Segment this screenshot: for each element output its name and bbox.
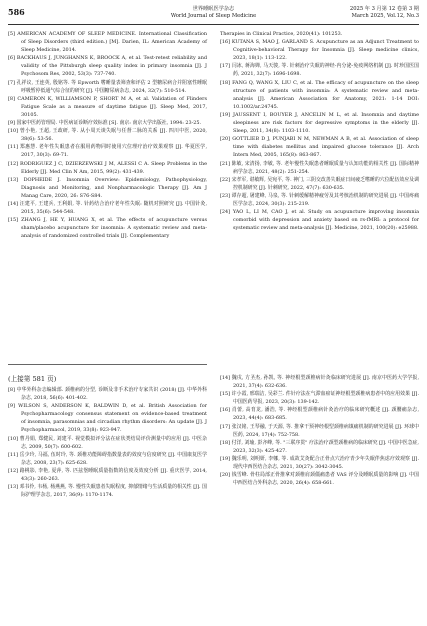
reference-item: [11] 岳少玲, 马福, 伍时玲, 等. 颈椎功能障碍指数量表的效度与信度研究 [J]. 中国康复医学杂志, 2008, 23(7): 625-628. bbox=[8, 451, 207, 466]
reference-item: [22] 宋孝军, 谌敏辉, 吴宛平, 等. 神门, 三阴交改善失眠症日间疲乏嗜睡的穴位配伍效应及调控机制研究 [J]. 针刺研究, 2022, 47(7): 630-635. bbox=[220, 176, 419, 191]
reference-item: [20] 钱雪峰. 骨柱局部正骨推拿对颈椎肩颈僵痛患者 VAS 评分及睡眠质量的影响 [J]. 中国中西医结合外科杂志, 2020, 26(4): 658-661. bbox=[220, 472, 419, 487]
reference-item: [11] 郑惠慧. 老年性失眠患者在服用药物同时使用穴位理疗治疗效果观察 [J]. 华夏医学, 2017, 30(3): 69-71. bbox=[8, 144, 207, 159]
reference-item: [17] 张汉铭, 王琴融, 于天源, 等. 推拿干预神经根型颈椎病镇痛机制的研究进展 [J]. 环球中医药, 2024, 17(4): 752-758. bbox=[220, 423, 419, 438]
journal-title-cn: 世界睡眠医学杂志 bbox=[192, 6, 235, 12]
left-column-references bbox=[8, 30, 207, 240]
page-number: 586 bbox=[8, 7, 25, 17]
reference-item: [13] DOPHEIDE J. Insomnia Overview: Epidemiology, Pathophysiology, Diagnosis and Monitoring, and Nonpharmacologic Therapy [J]. Am J Manag Care, 2020, 26: S76-S84. bbox=[8, 176, 207, 199]
reference-item: [20] GOTTLIEB D J, PUNJABI N M, NEWMAN A B, et al. Association of sleep time with diabetes mellitus and impaired glucose tolerance [J]. Arch Intern Med, 2005, 165(8): 863-867. bbox=[220, 136, 419, 159]
reference-item: [21] 陈敏, 宋清扬, 李敏, 等. 老年慢性失眠患者睡眠质量与认知功能的相关性 [J]. 国际精神病学杂志, 2021, 48(2): 251-254. bbox=[220, 160, 419, 175]
reference-item: Therapies in Clinical Practice, 2020(41): 101253. bbox=[220, 31, 343, 37]
reference-item: [18] 付洋, 刘瑜, 彭齐峰, 等. "三联序贯" 疗法治疗颈型颈椎病的临床研究 [J]. 中国中医急症, 2023, 32(3): 425-427. bbox=[220, 439, 419, 454]
reference-item: [12] RODRIGUEZ J C, DZIERZEWSKI J M, ALESSI C A. Sleep Problems in the Elderly [J]. Med Clin N Am, 2015, 99(2): 431-439. bbox=[8, 160, 207, 175]
page-header bbox=[8, 5, 419, 25]
reference-item: [7] 孔祥议, 王连英, 殷铭等. 等 Epworth 嗜睡量表筛查和评估 2 型糖尿病合并阻塞性睡眠呼吸暂停低通气综合征的研究 [J]. 中国糖尿病杂志, 2024, 32(7): 510-514. bbox=[8, 79, 207, 94]
journal-title-en: World Journal of Sleep Medicine bbox=[170, 13, 257, 19]
reference-item: [15] 许小霞, 邢瑞洁, 吴彩兰. 件针疗法在气滞血瘀证神经根型颈椎病患者中的应用效果 [J]. 中国医药导报, 2023, 20(3): 139-142. bbox=[220, 391, 419, 406]
reference-item: [9] WILSON S, ANDERSON K, BALDWIN D, et al. British Association for Psychopharmacology consensus statement on evidence-based treatment of insomnia, parasomnias and circadian rhythm disorders: An update [J]. J Psychopharmacol, 2019, 33(8): 923-947. bbox=[8, 403, 207, 434]
continued-section-right bbox=[220, 374, 419, 487]
reference-item: [24] YAO L, LI M, CAO J, et al. Study on acupuncture improving insomnia comorbid with depression and anxiety based on rs-fMRI: a protocol for systematic review and meta-analysis [J]. Medicine, 2021, 100(20): e25988. bbox=[220, 209, 419, 232]
reference-item: [14] 汪建平, 王建兵, 王利娟, 等. 针药结合治疗老年性失眠: 随机对照研究 [J]. 中国针灸, 2015, 35(6): 544-548. bbox=[8, 200, 207, 216]
reference-item: [6] BACKHAUS J, JUNGHANNS K, BROOCK A, et al. Test-retest reliability and validity of the Pittsburgh sleep quality index in primary insomnia [J]. J Psychosom Res, 2002, 53(3): 737-740. bbox=[8, 55, 207, 78]
section-divider bbox=[8, 364, 207, 365]
reference-item: [17] 闫冰, 蒋海婵, 马天骏, 等. 针刺治疗失眠的神经-内分泌-免疫网络机制 [J]. 时珍国医国药, 2021, 32(7): 1696-1698. bbox=[220, 63, 419, 78]
reference-item: [13] 邓书伶, 韦杨, 杨燕燕, 等. 慢性失眠患者失眠程度, 抑郁情绪与生活质量的相关性 [J]. 国际护理学杂志, 2017, 36(9): 1170-1174. bbox=[8, 484, 207, 499]
issue-info-cn: 2025 年 3 月第 12 卷第 3 期 bbox=[349, 6, 419, 12]
reference-item: [14] 魏戌, 方圣杰, 孙凯, 等. 神经根型颈椎病针灸临床研究进展 [J]. 南京中医药大学学报, 2021, 37(4): 632-636. bbox=[220, 375, 419, 390]
reference-item: [10] 曾小艳, 王超, 王政研, 等. 从小周天谈失眠与任督二脉的关系 [J]. 四川中医, 2020, 38(6): 53-56. bbox=[8, 128, 207, 143]
reference-item: [10] 曹丹娟, 郑健民, 刘建平. 视觉模拟评分法在症状类结局评价测量中的应用 [J]. 中医杂志, 2009, 50(7): 600-602. bbox=[8, 435, 207, 450]
right-column-references bbox=[220, 30, 419, 232]
reference-item: [16] KUTANA S, MAO J, GARLAND S. Acupuncture as an Adjunct Treatment to Cognitive-behavioral Therapy for Insomnia [J]. Sleep medicine clinics, 2023, 18(1): 113-122. bbox=[220, 39, 419, 62]
reference-item: [8] 中华外科杂志编辑部. 颈椎病的分型, 诊断及非手术治疗专家共识 (2018) [J]. 中华外科杂志, 2018, 56(6): 401-402. bbox=[8, 387, 207, 402]
reference-item: [15] ZHANG J, HE Y, HUANG X, et al. The effects of acupuncture versus sham/placebo acupuncture for insomnia: A systematic review and meta-analysis of randomized controlled trials [J]. Complementary bbox=[8, 217, 207, 240]
header-rule bbox=[8, 24, 419, 25]
reference-item: [23] 谭存超, 屠建峰, 马泉, 等. 针刺缓解精神疲劳及其考核治机制的研究进展 [J]. 中国疼痛医学杂志, 2024, 30(3): 215-219. bbox=[220, 192, 419, 207]
reference-item: [19] JAUSSENT I, BOUYER J, ANCELIN M L, et al. Insomnia and daytime sleepiness are risk factors for depressive symptoms in the elderly [J]. Sleep, 2011, 34(8): 1103-1110. bbox=[220, 111, 419, 135]
reference-item: [18] FANG Q, WANG X, LIU C, et al. The efficacy of acupuncture on the sleep structure of patients with insomnia: A systematic review and meta-analysis [J]. American Association for Anatomy, 2021: 1-14 DOI: 10.1002/ar.24745. bbox=[220, 79, 419, 110]
reference-item: [5] AMERICAN ACADEMY OF SLEEP MEDICINE. International Classification of Sleep Disorders (third edition.) [M]. Darien, IL: American Academy of Sleep Medicine, 2014. bbox=[8, 31, 207, 54]
reference-item: [9] 国家中医药管理局. 中医病证诊断疗效标准 [S]. 南京: 南京大学出版社, 1994: 23-25. bbox=[8, 120, 202, 127]
reference-item: [12] 路桃影, 李艳, 夏萍, 等. 匹兹堡睡眠质量指数的信度及效度分析 [J]. 重庆医学, 2014, 43(3): 260-263. bbox=[8, 467, 207, 483]
reference-item: [8] CAMERON K, WILLIAMSON P, SHORT M A, et al. Validation of Flinders Fatigue Scale as a measure of daytime fatigue [J]. Sleep Med, 2017, 30105. bbox=[8, 95, 207, 118]
reference-item: [16] 肖蕾, 高育龙, 潘浩, 等. 神经根型颈椎病针灸治疗的临床研究概述 [J]. 颈腰痛杂志, 2023, 44(4): 683-685. bbox=[220, 407, 419, 422]
reference-item: [19] 魏乐明, 刘明妍, 李娜, 等. 成故艾灸配合正骨点穴治疗青少年失眠伴焦虑疗效观察 [J]. 现代中西医结合杂志, 2021, 30(27): 3042-3045. bbox=[220, 455, 419, 471]
continued-section-left bbox=[8, 374, 207, 499]
continued-from-label: (上接第 581 页) bbox=[8, 375, 57, 383]
issue-info-en: March 2025, Vol.12, No.3 bbox=[351, 13, 419, 19]
